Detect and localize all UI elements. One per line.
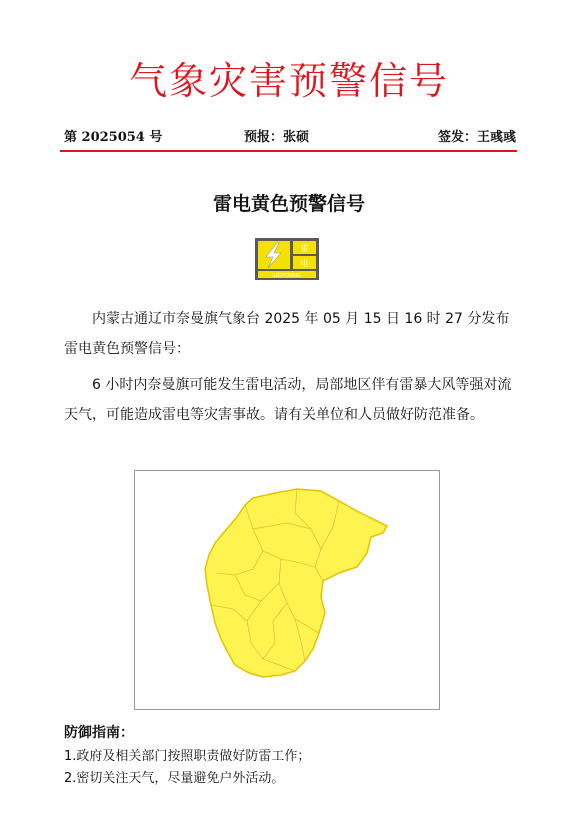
document-meta-row [64, 126, 516, 144]
svg-text:·: · [340, 533, 342, 538]
defense-guide-list [64, 746, 524, 790]
guide-item: 2.密切关注天气，尽量避免户外活动。 [64, 771, 285, 786]
svg-text:·: · [258, 617, 260, 622]
signer-name: 签发：王彧彧 [437, 130, 516, 145]
issuance-text: 内蒙古通辽市奈曼旗气象台 2025 年 05 月 15 日 16 时 27 分发布雷电黄色预警信号： [64, 311, 510, 357]
svg-text:·: · [234, 587, 236, 592]
warning-area-map [134, 470, 440, 710]
svg-text:·: · [294, 655, 296, 660]
warning-content-paragraph [64, 370, 514, 430]
document-header-title: 气象灾害预警信号 [128, 59, 449, 103]
svg-text:·: · [284, 633, 286, 638]
warning-content-text: 6 小时内奈曼旗可能发生雷电活动，局部地区伴有雷暴大风等强对流天气，可能造成雷电等灾害事故。请有关单位和人员做好防范准备。 [64, 377, 512, 423]
issuance-paragraph [64, 304, 514, 364]
forecaster-name: 预报：张硕 [244, 130, 310, 145]
header-divider [60, 150, 517, 152]
lightning-yellow-warning-icon [255, 238, 319, 280]
svg-text:·: · [286, 539, 288, 544]
warning-title: 雷电黄色预警信号 [212, 193, 365, 215]
svg-text:·: · [244, 549, 246, 554]
svg-text:·: · [330, 511, 332, 516]
svg-text:电: 电 [300, 259, 309, 268]
svg-text:·: · [272, 513, 274, 518]
guide-item: 1.政府及相关部门按照职责做好防雷工作； [64, 749, 311, 764]
svg-text:·: · [296, 583, 298, 588]
defense-guide-title: 防御指南： [64, 725, 134, 741]
document-number: 第 2025054 号 [64, 130, 163, 145]
svg-text:LIGHTNING: LIGHTNING [273, 273, 301, 279]
svg-text:雷: 雷 [300, 244, 309, 253]
